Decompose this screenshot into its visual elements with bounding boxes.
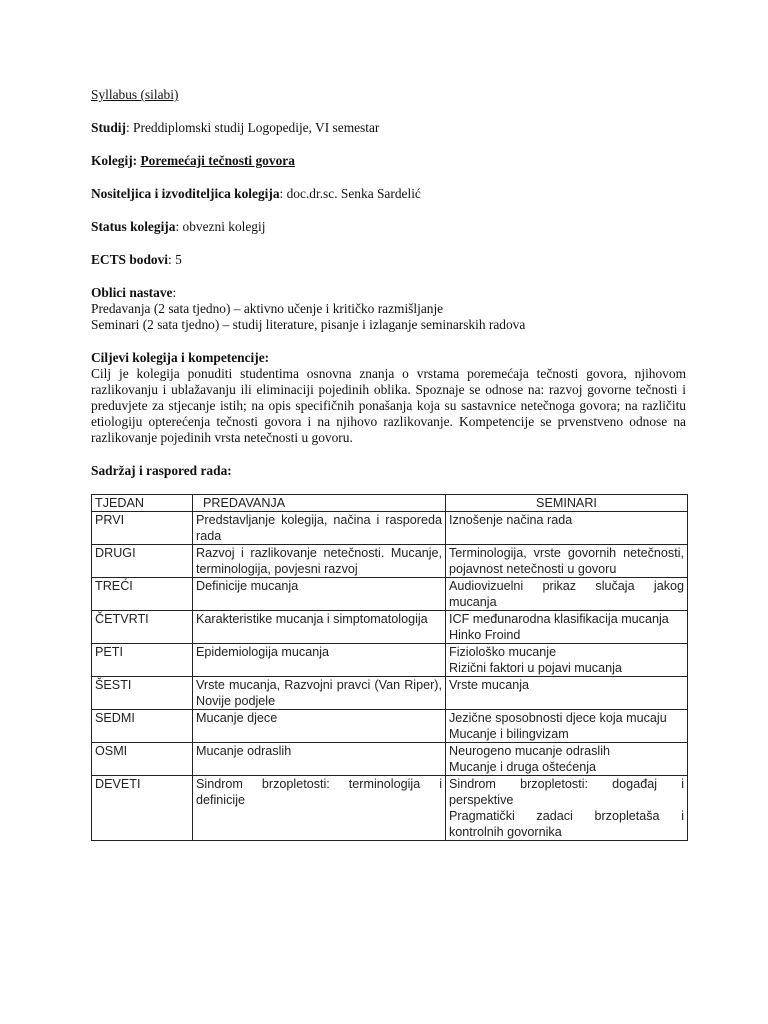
ciljevi-heading: Ciljevi kolegija i kompetencije: [91,350,270,365]
table-row [92,710,688,743]
week-cell: ŠESTI [92,677,193,710]
week-cell: ČETVRTI [92,611,193,644]
seminar-cell [446,545,688,578]
syllabus-document [91,87,686,841]
schedule-table-body [92,512,688,841]
lecture-cell-line: Epidemiologija mucanja [196,645,330,659]
lecture-cell-line: Vrste mucanja, Razvojni pravci (Van Riper), Novije podjele [196,678,442,708]
seminar-cell-line: Fiziološko mucanje [449,645,557,659]
lecture-cell-line: Sindrom brzopletosti: terminologija i definicije [196,777,442,807]
week-cell: SEDMI [92,710,193,743]
lecture-cell-line: Predstavljanje kolegija, načina i rasporeda rada [196,513,442,543]
table-row [92,611,688,644]
oblici-label: Oblici nastave [91,285,173,300]
seminar-cell-line: Mucanje i druga oštećenja [449,760,597,774]
week-cell: TREĆI [92,578,193,611]
ects-value: : 5 [168,252,182,267]
seminar-cell [446,512,688,545]
seminar-cell-line: Vrste mucanja [449,678,530,692]
header-predavanja: PREDAVANJA [193,495,446,512]
ects-line [91,252,686,268]
kolegij-line [91,153,686,169]
lecture-cell-line: Karakteristike mucanja i simptomatologija [196,612,428,626]
week-cell: DRUGI [92,545,193,578]
oblici-predavanja: Predavanja (2 sata tjedno) – aktivno učenje i kritičko razmišljanje [91,301,444,316]
status-line [91,219,686,235]
table-row [92,644,688,677]
kolegij-label: Kolegij: [91,153,138,168]
seminar-cell-line: Sindrom brzopletosti: događaj i perspektive [449,777,684,807]
schedule-table [91,494,688,841]
seminar-cell-line: Iznošenje načina rada [449,513,573,527]
week-cell: PETI [92,644,193,677]
week-cell: OSMI [92,743,193,776]
table-row [92,545,688,578]
table-row [92,578,688,611]
lecture-cell [193,545,446,578]
seminar-cell [446,611,688,644]
seminar-cell [446,677,688,710]
oblici-heading [91,285,686,301]
lecture-cell-line: Definicije mucanja [196,579,299,593]
table-row [92,677,688,710]
lecture-cell [193,710,446,743]
table-row [92,743,688,776]
header-seminari: SEMINARI [446,495,688,512]
kolegij-value: Poremećaji tečnosti govora [140,153,295,168]
seminar-cell-line: Rizični faktori u pojavi mucanja [449,661,622,675]
lecture-cell [193,776,446,841]
seminar-cell [446,743,688,776]
week-cell: PRVI [92,512,193,545]
seminar-cell [446,710,688,743]
nositelj-label: Nositeljica i izvoditeljica kolegija [91,186,280,201]
ects-label: ECTS bodovi [91,252,169,267]
seminar-cell [446,776,688,841]
seminar-cell-line: Neurogeno mucanje odraslih [449,744,611,758]
lecture-cell [193,578,446,611]
table-row [92,512,688,545]
lecture-cell [193,644,446,677]
seminar-cell [446,578,688,611]
week-cell: DEVETI [92,776,193,841]
oblici-seminari: Seminari (2 sata tjedno) – studij literature, pisanje i izlaganje seminarskih radova [91,317,526,332]
lecture-cell-line: Mucanje odraslih [196,744,292,758]
studij-label: Studij [91,120,126,135]
lecture-cell [193,512,446,545]
oblici-colon: : [172,285,177,300]
lecture-cell [193,677,446,710]
lecture-cell [193,743,446,776]
seminar-cell [446,644,688,677]
seminar-cell-line: Jezične sposobnosti djece koja mucaju [449,711,667,725]
header-tjedan: TJEDAN [92,495,193,512]
seminar-cell-line: Audiovizuelni prikaz slučaja jakog mucanja [449,579,684,609]
seminar-cell-line: ICF međunarodna klasifikacija mucanja [449,612,669,626]
seminar-cell-line: Pragmatički zadaci brzopletaša i kontrolnih govornika [449,809,684,839]
table-row [92,776,688,841]
lecture-cell-line: Razvoj i razlikovanje netečnosti. Mucanje, terminologija, povjesni razvoj [196,546,442,576]
lecture-cell-line: Mucanje djece [196,711,278,725]
document-heading: Syllabus (silabi) [91,87,179,102]
seminar-cell-line: Terminologija, vrste govornih netečnosti, pojavnost netečnosti u govoru [449,546,684,576]
ciljevi-paragraph: Cilj je kolegija ponuditi studentima osnovna znanja o vrstama poremećaja tečnosti govora, njihovom razlikovanju i ublažavanju ili eliminaciji pojedinih oblika. Spoznaje se odnose na: razvoj govorne tečnosti i preduvjete za stjecanje istih; na opis specifičnih ponašanja koja su sastavnice netečnoga govora; na različitu etiologiju opterećenja tečnosti govora i na njihovo razlikovanje. Kompetencije se prvenstveno odnose na razlikovanje pojedinih vrsta netečnosti u govoru. [91,366,686,445]
sadrzaj-heading: Sadržaj i raspored rada: [91,463,232,478]
seminar-cell-line: Hinko Froind [449,628,521,642]
nositelj-line [91,186,686,202]
nositelj-value: : doc.dr.sc. Senka Sardelić [279,186,421,201]
studij-value: : Preddiplomski studij Logopedije, VI semestar [125,120,380,135]
studij-line [91,120,686,136]
status-label: Status kolegija [91,219,176,234]
seminar-cell-line: Mucanje i bilingvizam [449,727,569,741]
status-value: : obvezni kolegij [175,219,266,234]
lecture-cell [193,611,446,644]
table-header-row [92,495,688,512]
